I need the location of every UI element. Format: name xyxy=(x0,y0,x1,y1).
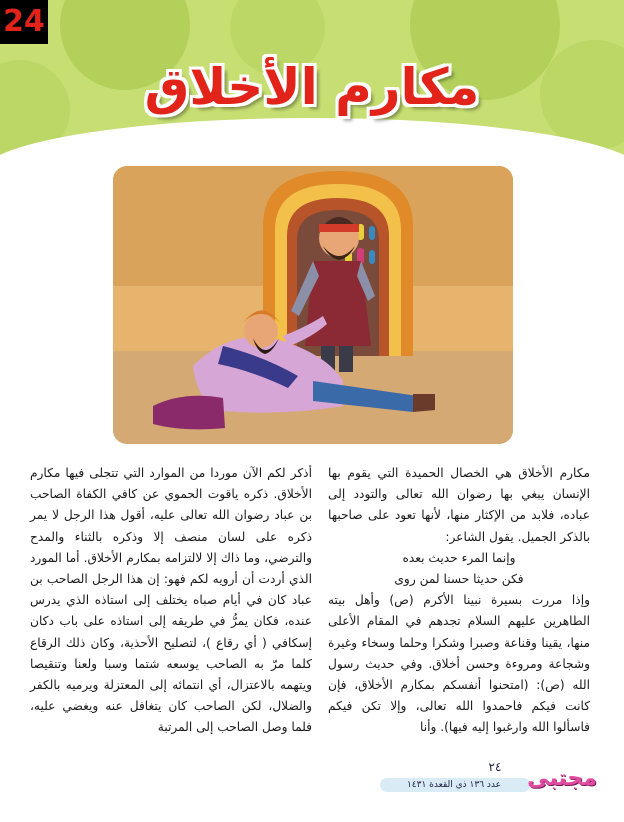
page-number-badge: 24 xyxy=(0,0,48,44)
footer-issue-info: عدد ١٣٦ ذي القعدة ١٤٣١ xyxy=(406,780,502,790)
poem-verse: وإنما المرء حديث بعده xyxy=(402,550,516,565)
footer-page-number: ٢٤ xyxy=(488,760,502,774)
poem-verse: فكن حديثا حسنا لمن روى xyxy=(394,572,524,587)
article-column-left xyxy=(30,463,312,739)
cobbler-shop-scene xyxy=(113,166,513,444)
magazine-footer xyxy=(380,756,598,800)
story-illustration xyxy=(113,166,513,444)
article-paragraph: أذكر لكم الآن موردا من الموارد التي تتجلى فيها مكارم الأخلاق. ذكره ياقوت الحموي عن كافي الكفاة الصاحب بن عباد رضوان الله تعالى عليه، أقول هذا الرجل لا يمر ذكره على لسان منصف إلا وذكره بالثناء والمدح والترضي، وما ذاك إلا لالتزامه بمكارم الأخلاق. أما المورد الذي أردت أن أرويه لكم فهو: إن هذا الرجل الصاحب بن عباد كان في أيام صباه يختلف إلى استاذه الذي يدرس عنده، فكان يمرُّ في طريقه إلى استاذه على باب دكان إسكافي ( أي رقاع )، لتصليح الأحذية، وكان ذلك الرقاع كلما مرّ به الصاحب يوسعه شتما وسبا ولعنا وتنقيصا ويتهمه بالاعتزال، أي انتمائه إلى المعتزلة ويرميه بالكفر والضلال، لكن الصاحب كان يتغافل عنه ويغضي عليه، فلما وصل الصاحب إلى المرتبة xyxy=(30,466,312,735)
page-title: مكارم الأخلاق xyxy=(144,58,480,116)
article-paragraph: وإذا مررت بسيرة نبينا الأكرم (ص) وأهل بيته الطاهرين عليهم السلام تجدهم في المقام الأعلى منها، يقينا وقناعة وصبرا وشكرا وحلما وسخاء وغيرة وشجاعة ومروءة وحسن أخلاق. وفي حديث رسول الله (ص): (امتحنوا أنفسكم بمكارم الأخلاق، فإن كانت فيكم فاحمدوا الله تعالى، وإلا تكن فيكم فاسألوا الله وارغبوا إليه فيها). وأنا xyxy=(328,593,590,735)
magazine-logo: مجتبى xyxy=(527,766,597,791)
article-paragraph: مكارم الأخلاق هي الخصال الحميدة التي يقوم بها الإنسان يبغي بها رضوان الله تعالى والتودد إلى عباده، فلابد من الإكثار منها، لأنها تعود على صاحبها بالذكر الجميل. يقول الشاعر: xyxy=(328,466,590,544)
article-column-right xyxy=(328,463,590,739)
